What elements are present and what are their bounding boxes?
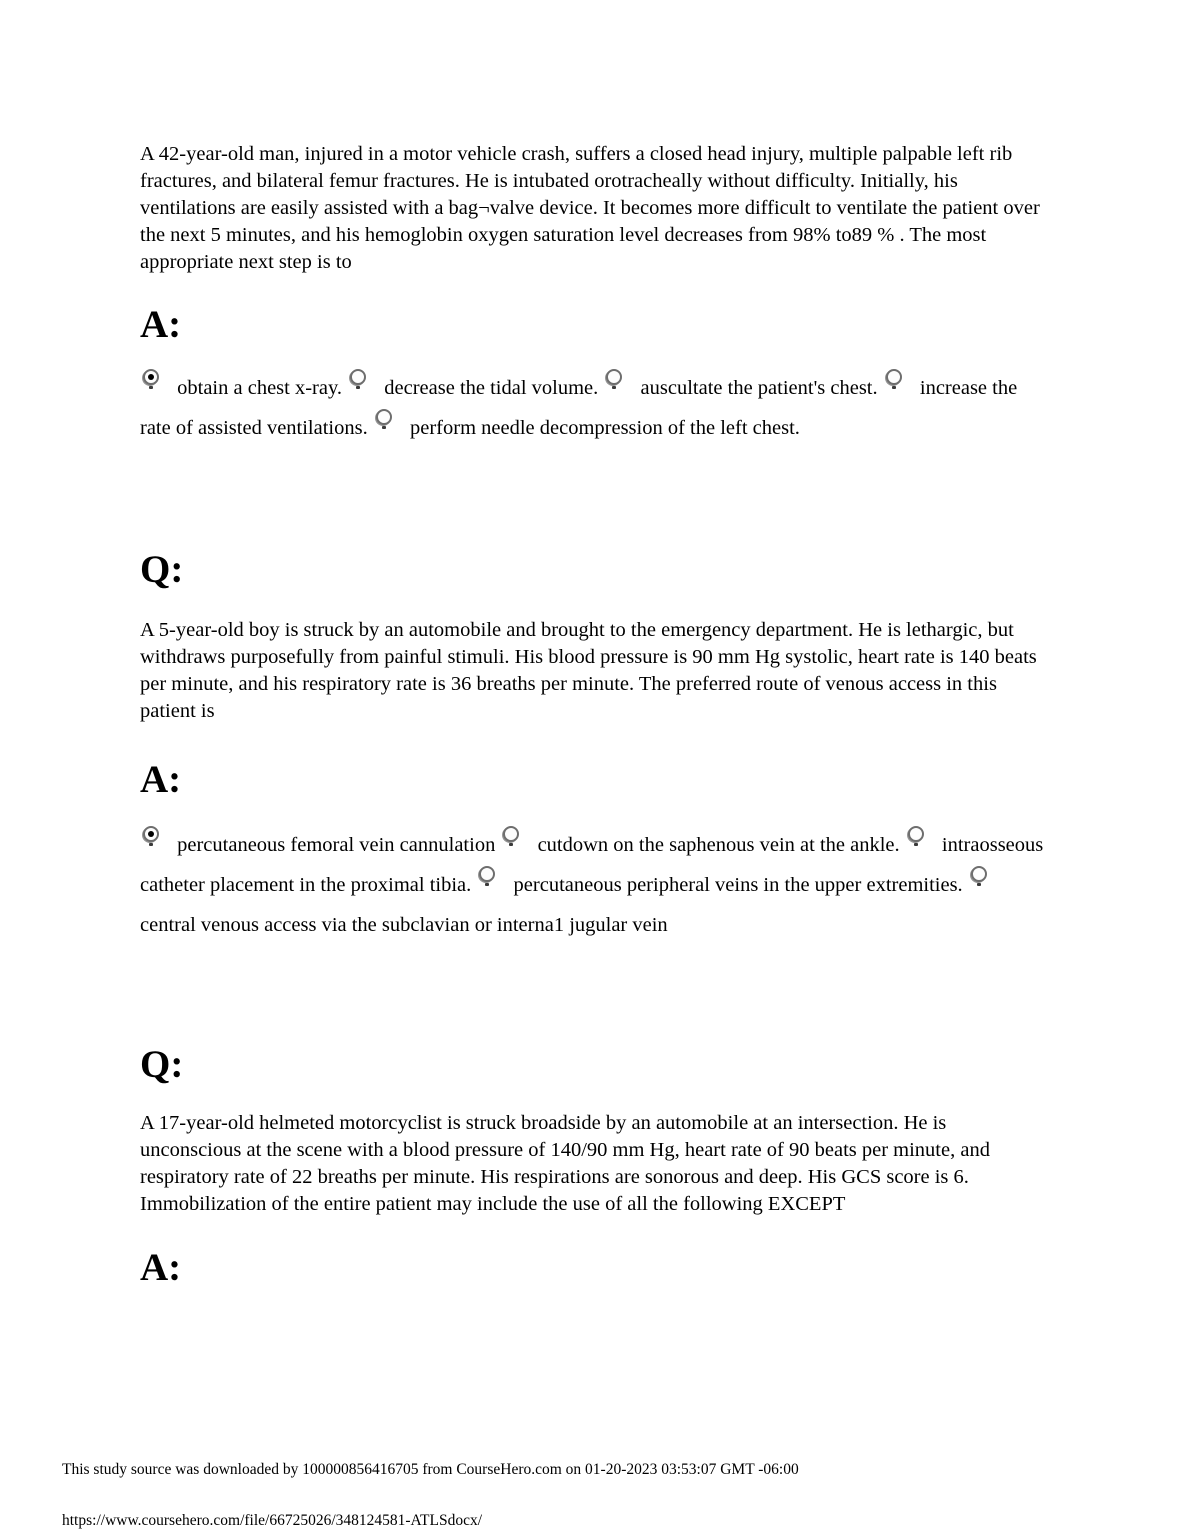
answer-option-label: percutaneous peripheral veins in the upper extremities.	[513, 874, 963, 896]
answer-option-label: perform needle decompression of the left chest.	[409, 417, 800, 439]
answer-1-options	[140, 368, 1048, 448]
answer-option-label: increase the rate of assisted ventilations.	[140, 377, 1018, 439]
radio-selected-icon[interactable]	[143, 826, 159, 842]
answer-option-label: central venous access via the subclavian or interna1 jugular vein	[140, 914, 668, 936]
question-3-heading: Q:	[140, 1043, 184, 1086]
download-attribution: This study source was downloaded by 100000856416705 from CourseHero.com on 01-20-2023 03:53:07 GMT -06:00	[62, 1461, 799, 1478]
answer-1-heading: A:	[140, 303, 182, 346]
answer-option-label: intraosseous catheter placement in the proximal tibia.	[140, 834, 1044, 896]
radio-unselected-icon[interactable]	[350, 369, 366, 385]
answer-option-label: decrease the tidal volume.	[384, 377, 599, 399]
answer-3-heading: A:	[140, 1246, 182, 1289]
answer-2-options	[140, 825, 1048, 945]
question-3-text: A 17-year-old helmeted motorcyclist is struck broadside by an automobile at an intersection. He is unconscious at the scene with a blood pressure of 140/90 mm Hg, heart rate of 90 beats per minute, and respiratory rate of 22 breaths per minute. His respirations are sonorous and deep. His GCS score is 6. Immobilization of the entire patient may include the use of all the following EXCEPT	[140, 1112, 990, 1215]
radio-unselected-icon[interactable]	[908, 826, 924, 842]
question-2-heading: Q:	[140, 548, 184, 591]
source-url-link[interactable]: https://www.coursehero.com/file/66725026/348124581-ATLSdocx/	[62, 1512, 483, 1529]
radio-unselected-icon[interactable]	[376, 409, 392, 425]
question-1-text: A 42-year-old man, injured in a motor vehicle crash, suffers a closed head injury, multiple palpable left rib fractures, and bilateral femur fractures. He is intubated orotracheally without difficulty. Initially, his ventilations are easily assisted with a bag¬valve device. It becomes more difficult to ventilate the patient over the next 5 minutes, and his hemoglobin oxygen saturation level decreases from 98% to89 % . The most appropriate next step is to	[140, 143, 1040, 273]
radio-unselected-icon[interactable]	[886, 369, 902, 385]
answer-option-label: auscultate the patient's chest.	[640, 377, 878, 399]
radio-unselected-icon[interactable]	[971, 866, 987, 882]
question-2-text: A 5-year-old boy is struck by an automobile and brought to the emergency department. He is lethargic, but withdraws purposefully from painful stimuli. His blood pressure is 90 mm Hg systolic, heart rate is 140 beats per minute, and his respiratory rate is 36 breaths per minute. The preferred route of venous access in this patient is	[140, 619, 1037, 722]
answer-option-label: percutaneous femoral vein cannulation	[177, 834, 496, 856]
answer-2-heading: A:	[140, 758, 182, 801]
content-area	[140, 0, 1048, 1289]
answer-option-label: obtain a chest x-ray.	[177, 377, 343, 399]
radio-selected-icon[interactable]	[143, 369, 159, 385]
radio-unselected-icon[interactable]	[503, 826, 519, 842]
radio-unselected-icon[interactable]	[479, 866, 495, 882]
answer-option-label: cutdown on the saphenous vein at the ankle.	[537, 834, 900, 856]
radio-unselected-icon[interactable]	[606, 369, 622, 385]
